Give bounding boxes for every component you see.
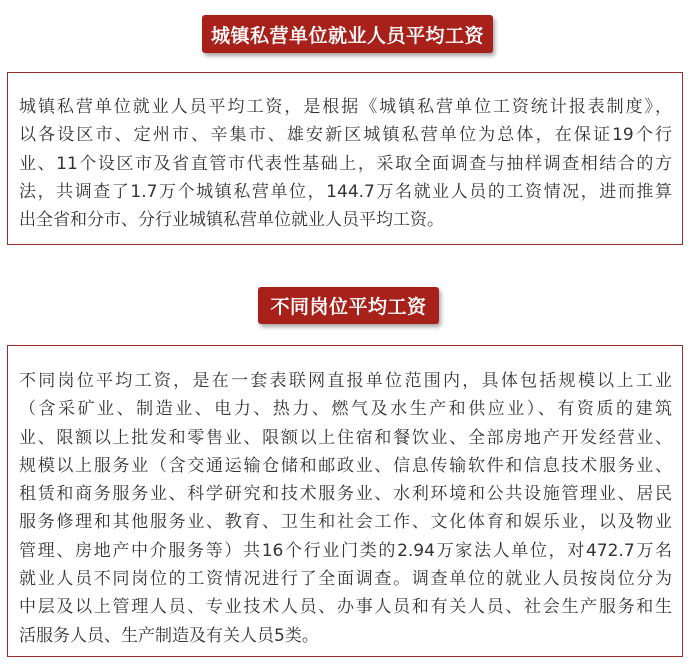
paragraph-line: （含采矿业、制造业、电力、热力、燃气及水生产和供应业）、有资质的建筑 bbox=[19, 399, 672, 420]
paragraph-line: 以各设区市、定州市、辛集市、雄安新区城镇私营单位为总体，在保证19个行 bbox=[19, 125, 672, 146]
paragraph-line: 管理、房地产中介服务等）共16个行业门类的2.94万家法人单位，对472.7万名 bbox=[19, 540, 672, 561]
paragraph-line: 出全省和分市、分行业城镇私营单位就业人员平均工资。 bbox=[19, 210, 444, 231]
section-title-private-wage: 城镇私营单位就业人员平均工资 bbox=[202, 15, 493, 53]
paragraph-line: 就业人员不同岗位的工资情况进行了全面调查。调查单位的就业人员按岗位分为 bbox=[19, 569, 672, 590]
paragraph-line: 城镇私营单位就业人员平均工资，是根据《城镇私营单位工资统计报表制度》， bbox=[19, 97, 672, 117]
position-wage-description-box bbox=[7, 345, 683, 657]
paragraph-line: 业、11个设区市及省直管市代表性基础上，采取全面调查与抽样调查相结合的方 bbox=[19, 153, 672, 174]
private-wage-description-box bbox=[7, 72, 683, 245]
paragraph-line: 业、限额以上批发和零售业、限额以上住宿和餐饮业、全部房地产开发经营业、 bbox=[19, 427, 672, 448]
private-wage-paragraph bbox=[19, 93, 672, 234]
paragraph-line: 租赁和商务服务业、科学研究和技术服务业、水利环境和公共设施管理业、居民 bbox=[19, 484, 672, 505]
paragraph-line: 活服务人员、生产制造及有关人员5类。 bbox=[19, 625, 319, 646]
paragraph-line: 中层及以上管理人员、专业技术人员、办事人员和有关人员、社会生产服务和生 bbox=[19, 597, 672, 618]
paragraph-line: 不同岗位平均工资，是在一套表联网直报单位范围内，具体包括规模以上工业 bbox=[19, 371, 672, 391]
section-title-position-wage: 不同岗位平均工资 bbox=[258, 287, 439, 324]
paragraph-line: 服务修理和其他服务业、教育、卫生和社会工作、文化体育和娱乐业，以及物业 bbox=[19, 512, 672, 533]
position-wage-paragraph bbox=[19, 367, 672, 650]
paragraph-line: 法，共调查了1.7万个城镇私营单位，144.7万名就业人员的工资情况，进而推算 bbox=[19, 181, 672, 202]
paragraph-line: 规模以上服务业（含交通运输仓储和邮政业、信息传输软件和信息技术服务业、 bbox=[19, 455, 672, 476]
